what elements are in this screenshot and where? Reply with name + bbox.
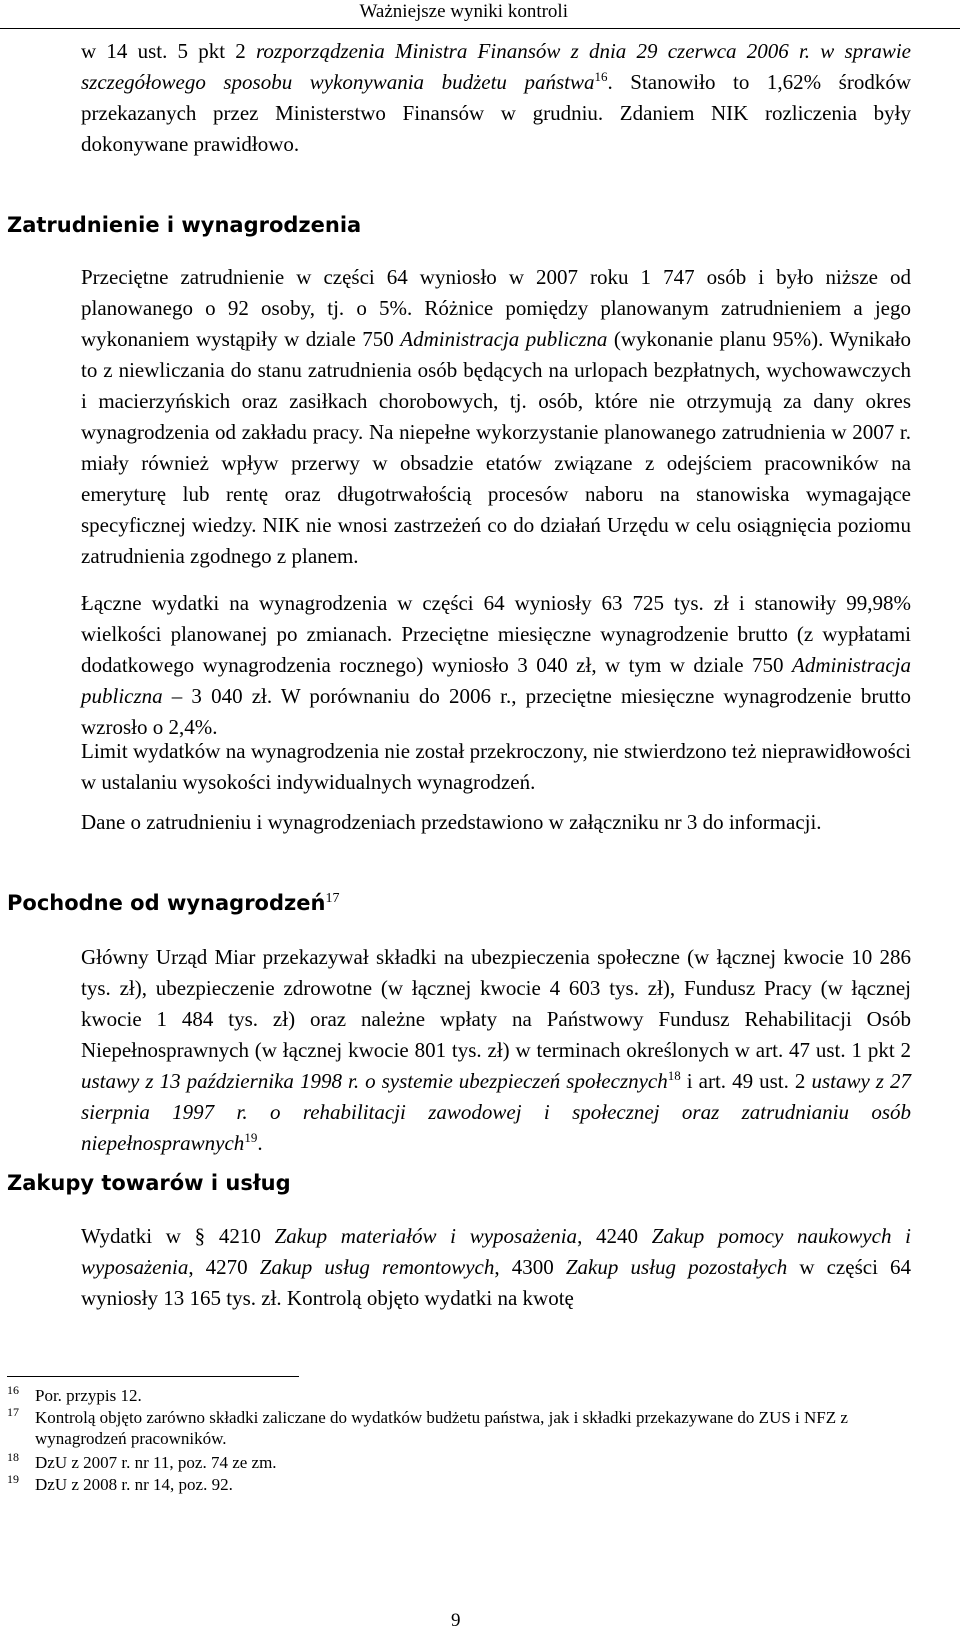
s2p1-italic-2: ustawy z 27 sierpnia 1997 r. o rehabilitacji zawodowej i społecznej oraz zatrudnianiu osób niepełnosprawnych: [81, 1069, 912, 1155]
s2p1-text-2: i art. 49 ust. 2: [680, 1069, 812, 1093]
intro-text-rest: . Stanowiło to 1,62% środków przekazanych przez Ministerstwo Finansów w grudniu. Zdaniem NIK rozliczenia były dokonywane prawidłowo.: [81, 70, 911, 156]
section-heading-zakupy: Zakupy towarów i usług: [7, 1171, 291, 1195]
s3p1-text: Wydatki w § 4210: [81, 1224, 275, 1248]
page-number: 9: [451, 1610, 461, 1631]
footnote-16: [7, 1385, 917, 1406]
section1-paragraph-2: [81, 588, 911, 743]
s3p1-italic-4: Zakup usług pozostałych: [565, 1255, 788, 1279]
running-header: Ważniejsze wyniki kontroli: [359, 1, 568, 22]
intro-paragraph: [81, 36, 911, 160]
header-rule: [0, 28, 960, 29]
section1-paragraph-1: [81, 262, 911, 572]
s1p1-italic: Administracja publiczna: [400, 327, 608, 351]
footnote-number: 17: [7, 1405, 19, 1419]
s2p1-text: Główny Urząd Miar przekazywał składki na ubezpieczenia społeczne (w łącznej kwocie 10 286 tys. zł), ubezpieczenie zdrowotne (w łącznej kwocie 4 603 tys. zł), Fundusz Pracy (w łącznej kwocie 1 484 tys. zł) oraz należne wpłaty na Państwowy Fundusz Rehabilitacji Osób Niepełnosprawnych (w łącznej kwocie 801 tys. zł) w terminach określonych w art. 47 ust. 1 pkt 2: [81, 945, 911, 1062]
s3p1-italic-3: Zakup usług remontowych: [259, 1255, 495, 1279]
footnote-separator: [7, 1376, 299, 1377]
s3p1-text-5: w części 64 wyniosły 13 165 tys. zł. Kontrolą objęto wydatki na kwotę: [81, 1255, 912, 1310]
s3p1-text-4: , 4300: [494, 1255, 566, 1279]
s2p1-text-3: .: [257, 1131, 263, 1155]
footnote-19: [7, 1474, 917, 1495]
footnote-ref-19: 19: [244, 1130, 258, 1145]
footnote-ref-18: 18: [667, 1068, 681, 1083]
s3p1-italic-2: Zakup pomocy naukowych i wyposażenia: [81, 1224, 912, 1279]
footnote-17: [7, 1407, 917, 1449]
s3p1-text-3: , 4270: [188, 1255, 260, 1279]
s3p1-italic-1: Zakup materiałów i wyposażenia: [274, 1224, 578, 1248]
section2-paragraph-1: [81, 942, 911, 1159]
section3-paragraph-1: [81, 1221, 911, 1314]
footnote-number: 18: [7, 1450, 19, 1464]
heading-text: Pochodne od wynagrodzeń: [7, 891, 326, 915]
footnote-ref-17: 17: [325, 891, 340, 906]
s1p1-text: Przeciętne zatrudnienie w części 64 wyniosło w 2007 roku 1 747 osób i było niższe od planowanego o 92 osoby, tj. o 5%. Różnice pomiędzy planowanym zatrudnieniem a jego wykonaniem wystąpiły w dziale 750: [81, 265, 911, 351]
section1-paragraph-4: Dane o zatrudnieniu i wynagrodzeniach przedstawiono w załączniku nr 3 do informacji.: [81, 810, 822, 834]
s1p1-text-rest: (wykonanie planu 95%). Wynikało to z niewliczania do stanu zatrudnienia osób będących na urlopach bezpłatnych, wychowawczych i macierzyńskich oraz zasiłkach chorobowych, tj. osób, które nie otrzymują za dany okres wynagrodzenia od zakładu pracy. Na niepełne wykorzystanie planowanego zatrudnienia w 2007 r. miały również wpływ przerwy w obsadzie etatów związane z odejściem pracowników na emeryturę lub rentę oraz długotrwałością procesów naboru na stanowiska wymagające specyficznej wiedzy. NIK nie wnosi zastrzeżeń co do działań Urzędu w celu osiągnięcia poziomu zatrudnienia zgodnego z planem.: [81, 327, 911, 568]
s1p2-text-rest: – 3 040 zł. W porównaniu do 2006 r., przeciętne miesięczne wynagrodzenie brutto wzrosło o 2,4%.: [81, 684, 911, 739]
s2p1-italic-1: ustawy z 13 października 1998 r. o systemie ubezpieczeń społecznych: [81, 1069, 668, 1093]
section-heading-pochodne: [7, 889, 339, 917]
footnote-ref-16: 16: [594, 69, 608, 84]
footnote-text: Kontrolą objęto zarówno składki zaliczane do wydatków budżetu państwa, jak i składki przekazywane do ZUS i NFZ z wynagrodzeń pracowników.: [35, 1408, 848, 1448]
s3p1-text-2: , 4240: [577, 1224, 652, 1248]
section1-paragraph-3: Limit wydatków na wynagrodzenia nie został przekroczony, nie stwierdzono też nieprawidłowości w ustalaniu wysokości indywidualnych wynagrodzeń.: [81, 739, 911, 794]
footnote-text: DzU z 2008 r. nr 14, poz. 92.: [35, 1475, 233, 1494]
s1p2-text: Łączne wydatki na wynagrodzenia w części 64 wyniosły 63 725 tys. zł i stanowiły 99,98% wielkości planowanej po zmianach. Przeciętne miesięczne wynagrodzenie brutto (z wypłatami dodatkowego wynagrodzenia rocznego) wyniosło 3 040 zł, w tym w dziale 750: [81, 591, 911, 677]
footnote-number: 16: [7, 1383, 19, 1397]
section-heading-zatrudnienie: Zatrudnienie i wynagrodzenia: [7, 213, 362, 237]
footnote-18: [7, 1452, 917, 1473]
footnote-text: DzU z 2007 r. nr 11, poz. 74 ze zm.: [35, 1453, 277, 1472]
s1p2-italic: Administracja publiczna: [81, 653, 911, 708]
footnote-text: Por. przypis 12.: [35, 1386, 142, 1405]
footnote-number: 19: [7, 1472, 19, 1486]
intro-text: w 14 ust. 5 pkt 2: [81, 39, 257, 63]
intro-italic: rozporządzenia Ministra Finansów z dnia 29 czerwca 2006 r. w sprawie szczegółowego sposobu wykonywania budżetu państwa: [81, 39, 911, 94]
